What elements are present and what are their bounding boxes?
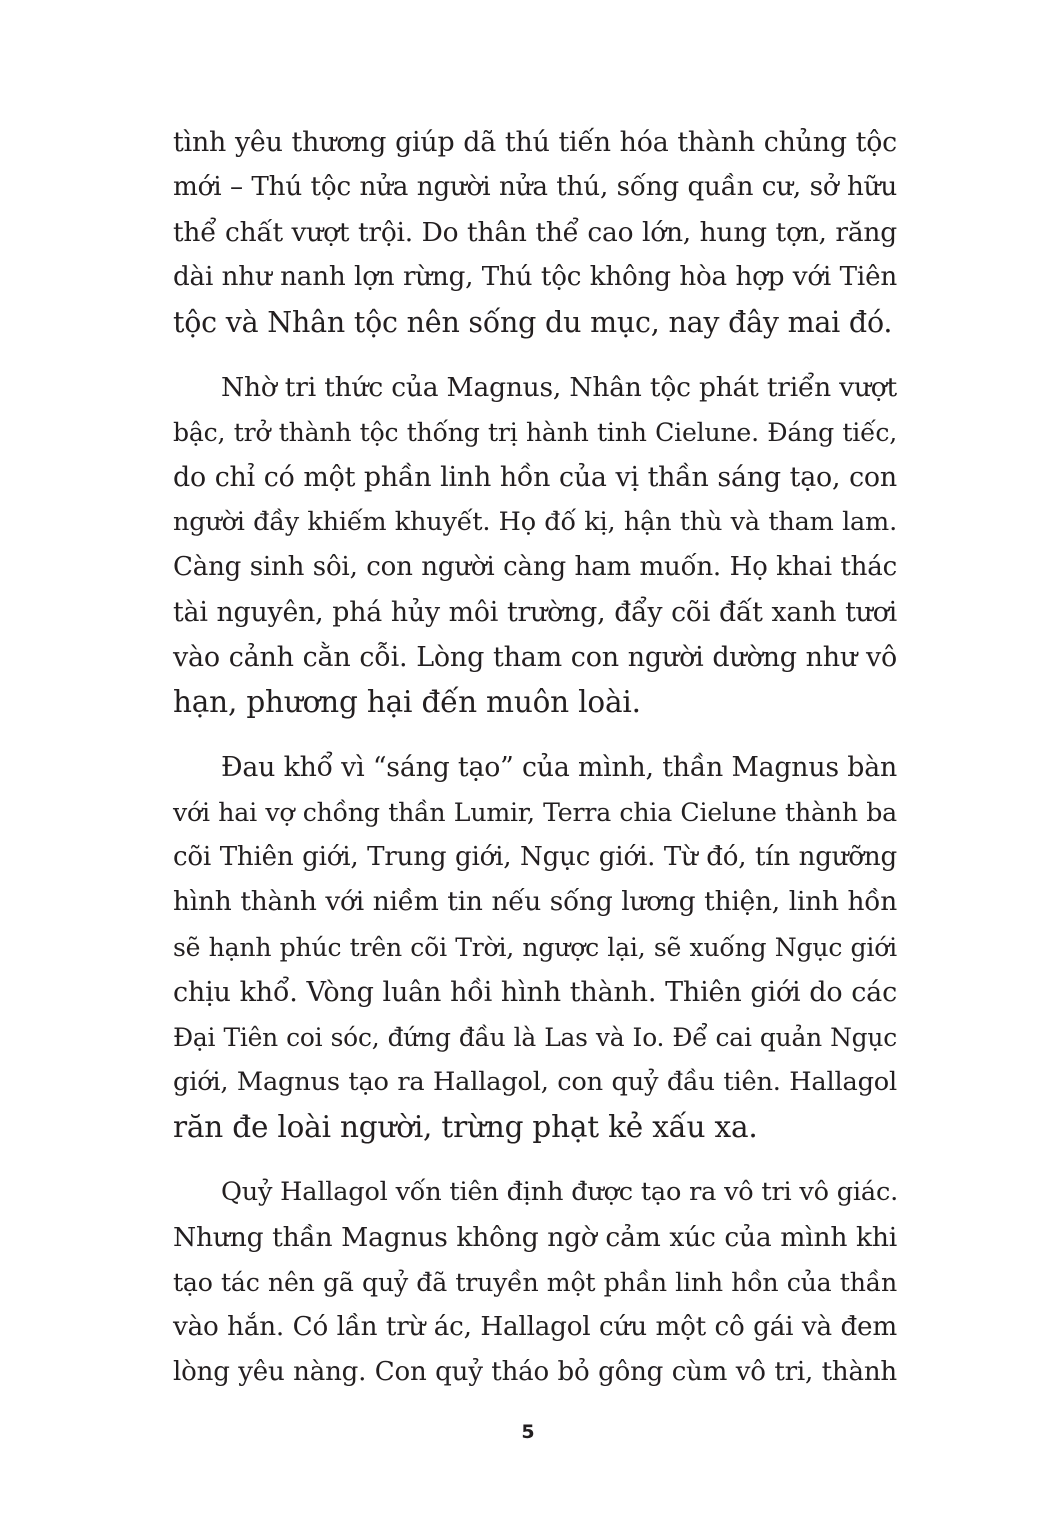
text-line: giới, Magnus tạo ra Hallagol, con quỷ đầu tiên. Hallagol [173,1067,897,1097]
text-line: tạo tác nên gã quỷ đã truyền một phần linh hồn của thần [173,1268,897,1297]
text-line: Càng sinh sôi, con người càng ham muốn. Họ khai thác [173,552,897,582]
text-line: với hai vợ chồng thần Lumir, Terra chia Cielune thành ba [173,798,897,827]
text-line: sẽ hạnh phúc trên cõi Trời, ngược lại, sẽ xuống Ngục giới [173,933,897,962]
text-line: tộc và Nhân tộc nên sống du mục, nay đây mai đó. [173,306,893,339]
body-text [173,120,897,1415]
text-line: cõi Thiên giới, Trung giới, Ngục giới. Từ đó, tín ngưỡng [173,842,897,872]
text-line: Quỷ Hallagol vốn tiên định được tạo ra vô tri vô giác. [221,1177,898,1207]
paragraph-3 [173,745,897,1150]
text-line: dài như nanh lợn rừng, Thú tộc không hòa hợp với Tiên [173,262,897,292]
text-line: mới – Thú tộc nửa người nửa thú, sống quần cư, sở hữu [173,172,897,202]
text-line: hạn, phương hại đến muôn loài. [173,685,641,719]
text-line: Nhưng thần Magnus không ngờ cảm xúc của mình khi [173,1222,897,1253]
text-line: tình yêu thương giúp dã thú tiến hóa thành chủng tộc [173,127,897,158]
text-line: Nhờ tri thức của Magnus, Nhân tộc phát triển vượt [221,372,897,403]
text-line: Đại Tiên coi sóc, đứng đầu là Las và Io. Để cai quản Ngục [173,1023,897,1052]
text-line: tài nguyên, phá hủy môi trường, đẩy cõi đất xanh tươi [173,597,897,628]
text-line: do chỉ có một phần linh hồn của vị thần sáng tạo, con [173,462,897,493]
paragraph-4 [173,1170,897,1395]
page-number: 5 [521,1421,535,1443]
text-line: chịu khổ. Vòng luân hồi hình thành. Thiên giới do các [173,977,897,1008]
text-line: răn đe loài người, trừng phạt kẻ xấu xa. [173,1110,758,1144]
text-line: hình thành với niềm tin nếu sống lương thiện, linh hồn [173,887,897,917]
text-line: vào hắn. Có lần trừ ác, Hallagol cứu một cô gái và đem [173,1312,897,1342]
paragraph-1 [173,120,897,345]
text-line: bậc, trở thành tộc thống trị hành tinh Cielune. Đáng tiếc, [173,418,897,447]
text-line: lòng yêu nàng. Con quỷ tháo bỏ gông cùm vô tri, thành [173,1357,897,1387]
text-line: vào cảnh cằn cỗi. Lòng tham con người dường như vô [173,642,897,673]
text-line: người đầy khiếm khuyết. Họ đố kị, hận thù và tham lam. [173,507,897,537]
text-line: thể chất vượt trội. Do thân thể cao lớn, hung tợn, răng [173,217,897,248]
text-line: Đau khổ vì “sáng tạo” của mình, thần Magnus bàn [221,752,897,783]
paragraph-2 [173,365,897,725]
